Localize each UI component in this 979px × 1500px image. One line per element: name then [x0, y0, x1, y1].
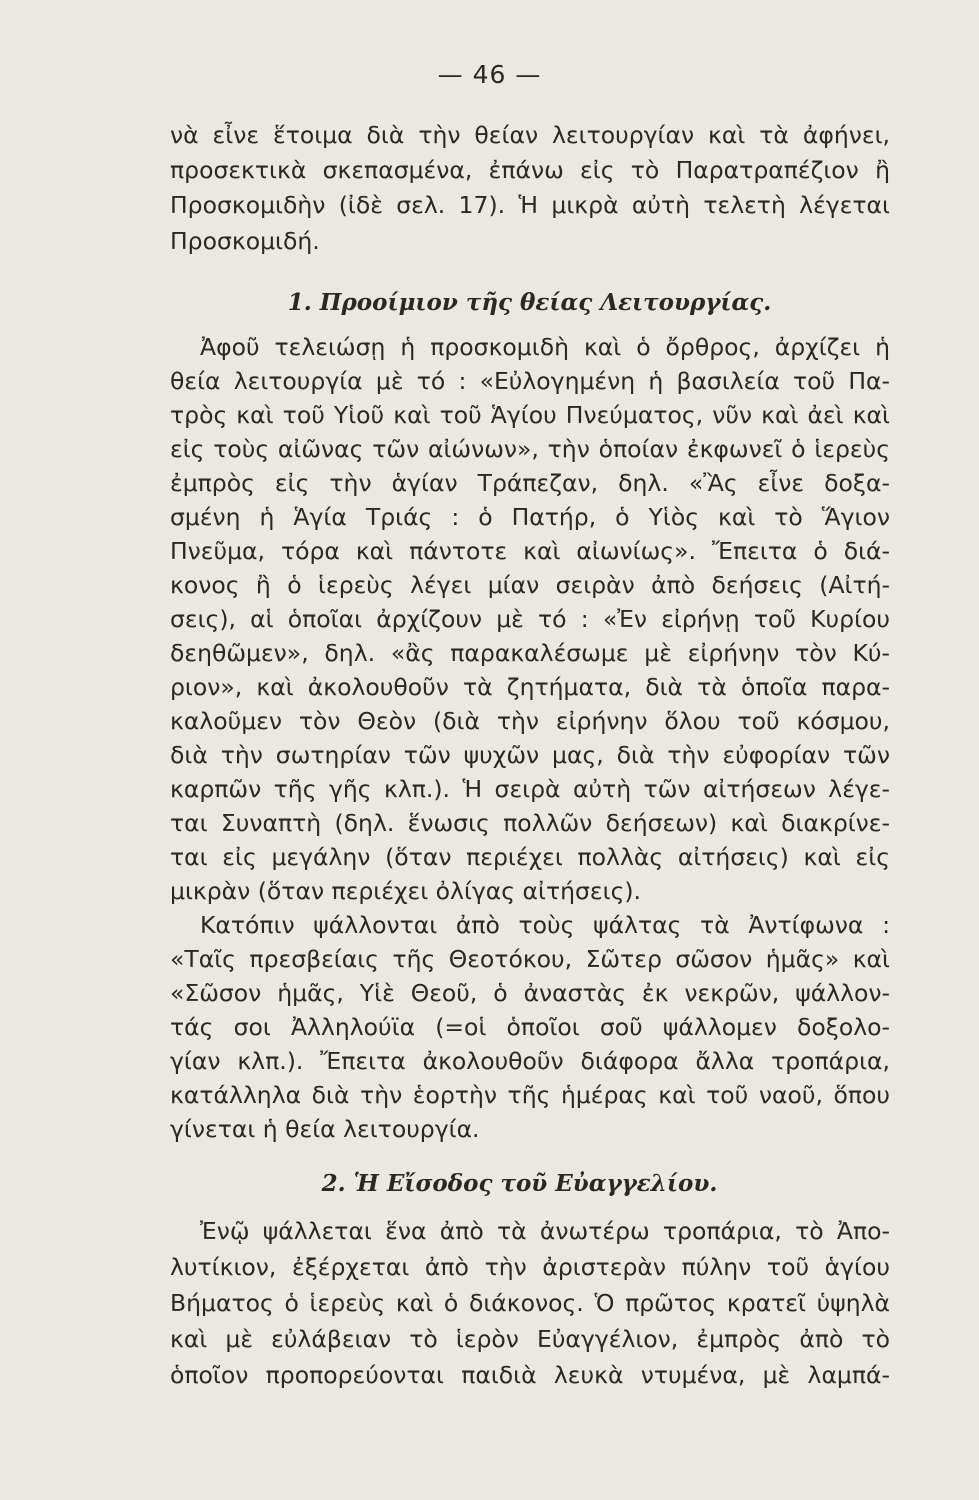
- text-line: καὶ μὲ εὐλάβειαν τὸ ἱερὸν Εὐαγγέλιον, ἐμπρὸς ἀπὸ τὸ: [170, 1325, 890, 1353]
- text-line: ται Συναπτὴ (δηλ. ἕνωσις πολλῶν δεήσεων) καὶ διακρίνε-: [170, 809, 890, 837]
- text-line: ἐμπρὸς εἰς τὴν ἁγίαν Τράπεζαν, δηλ. «Ἂς εἶνε δοξα-: [170, 469, 890, 497]
- text-line: τάς σοι Ἀλληλούϊα (=οἱ ὁποῖοι σοῦ ψάλλομεν δοξολο-: [170, 1013, 890, 1041]
- text-line: Ἀφοῦ τελειώσῃ ἡ προσκομιδὴ καὶ ὁ ὄρθρος, ἀρχίζει ἡ: [200, 333, 890, 361]
- text-line: Προσκομιδή.: [170, 227, 320, 255]
- text-line: εἰς τοὺς αἰῶνας τῶν αἰώνων», τὴν ὁποίαν ἐκφωνεῖ ὁ ἱερεὺς: [170, 435, 890, 463]
- text-line: γίαν κλπ.). Ἔπειτα ἀκολουθοῦν διάφορα ἄλλα τροπάρια,: [170, 1047, 890, 1075]
- text-line: προσεκτικὰ σκεπασμένα, ἐπάνω εἰς τὸ Παρατραπέζιον ἢ: [170, 156, 890, 184]
- text-line: μικρὰν (ὅταν περιέχει ὀλίγας αἰτήσεις).: [170, 877, 642, 905]
- text-line: ται εἰς μεγάλην (ὅταν περιέχει πολλὰς αἰτήσεις) καὶ εἰς: [170, 843, 890, 871]
- text-line: ριον», καὶ ἀκολουθοῦν τὰ ζητήματα, διὰ τὰ ὁποῖα παρα-: [170, 673, 890, 701]
- text-line: τρὸς καὶ τοῦ Υἱοῦ καὶ τοῦ Ἁγίου Πνεύματος, νῦν καὶ ἀεὶ καὶ: [170, 401, 890, 429]
- text-line: δεηθῶμεν», δηλ. «ἂς παρακαλέσωμε μὲ εἰρήνην τὸν Κύ-: [170, 639, 890, 667]
- text-line: σεις), αἱ ὁποῖαι ἀρχίζουν μὲ τό : «Ἐν εἰρήνῃ τοῦ Κυρίου: [170, 605, 890, 633]
- text-line: κονος ἢ ὁ ἱερεὺς λέγει μίαν σειρὰν ἀπὸ δεήσεις (Αἰτή-: [170, 571, 890, 599]
- text-line: διὰ τὴν σωτηρίαν τῶν ψυχῶν μας, διὰ τὴν εὐφορίαν τῶν: [170, 741, 890, 769]
- text-line: «Σῶσον ἡμᾶς, Υἱὲ Θεοῦ, ὁ ἀναστὰς ἐκ νεκρῶν, ψάλλον-: [170, 979, 890, 1007]
- text-line: γίνεται ἡ θεία λειτουργία.: [170, 1115, 480, 1143]
- text-line: ὁποῖον προπορεύονται παιδιὰ λευκὰ ντυμένα, μὲ λαμπά-: [170, 1361, 890, 1389]
- text-line: Προσκομιδὴν (ἰδὲ σελ. 17). Ἡ μικρὰ αὐτὴ τελετὴ λέγεται: [170, 191, 890, 219]
- text-line: θεία λειτουργία μὲ τό : «Εὐλογημένη ἡ βασιλεία τοῦ Πα-: [170, 367, 890, 395]
- section-heading-2: 2. Ἡ Εἴσοδος τοῦ Εὐαγγελίου.: [321, 1170, 718, 1197]
- text-line: κατάλληλα διὰ τὴν ἑορτὴν τῆς ἡμέρας καὶ τοῦ ναοῦ, ὅπου: [170, 1081, 890, 1109]
- text-line: σμένη ἡ Ἁγία Τριάς : ὁ Πατήρ, ὁ Υἱὸς καὶ τὸ Ἅγιον: [170, 503, 890, 531]
- text-line: Ἐνῷ ψάλλεται ἕνα ἀπὸ τὰ ἀνωτέρω τροπάρια, τὸ Ἀπο-: [200, 1217, 890, 1245]
- text-line: «Ταῖς πρεσβείαις τῆς Θεοτόκου, Σῶτερ σῶσον ἡμᾶς» καὶ: [170, 945, 890, 973]
- page-number: — 46 —: [437, 60, 542, 89]
- text-line: Πνεῦμα, τόρα καὶ πάντοτε καὶ αἰωνίως». Ἔπειτα ὁ διά-: [170, 537, 890, 565]
- text-line: καλοῦμεν τὸν Θεὸν (διὰ τὴν εἰρήνην ὅλου τοῦ κόσμου,: [170, 707, 890, 735]
- text-line: Βήματος ὁ ἱερεὺς καὶ ὁ διάκονος. Ὁ πρῶτος κρατεῖ ὑψηλὰ: [170, 1289, 890, 1317]
- text-line: λυτίκιον, ἐξέρχεται ἀπὸ τὴν ἀριστερὰν πύλην τοῦ ἁγίου: [170, 1253, 890, 1281]
- section-heading-1: 1. Προοίμιον τῆς θείας Λειτουργίας.: [287, 289, 772, 316]
- text-line: νὰ εἶνε ἕτοιμα διὰ τὴν θείαν λειτουργίαν καὶ τὰ ἀφήνει,: [170, 121, 890, 149]
- text-line: Κατόπιν ψάλλονται ἀπὸ τοὺς ψάλτας τὰ Ἀντίφωνα :: [200, 911, 890, 939]
- text-line: καρπῶν τῆς γῆς κλπ.). Ἡ σειρὰ αὐτὴ τῶν αἰτήσεων λέγε-: [170, 775, 890, 803]
